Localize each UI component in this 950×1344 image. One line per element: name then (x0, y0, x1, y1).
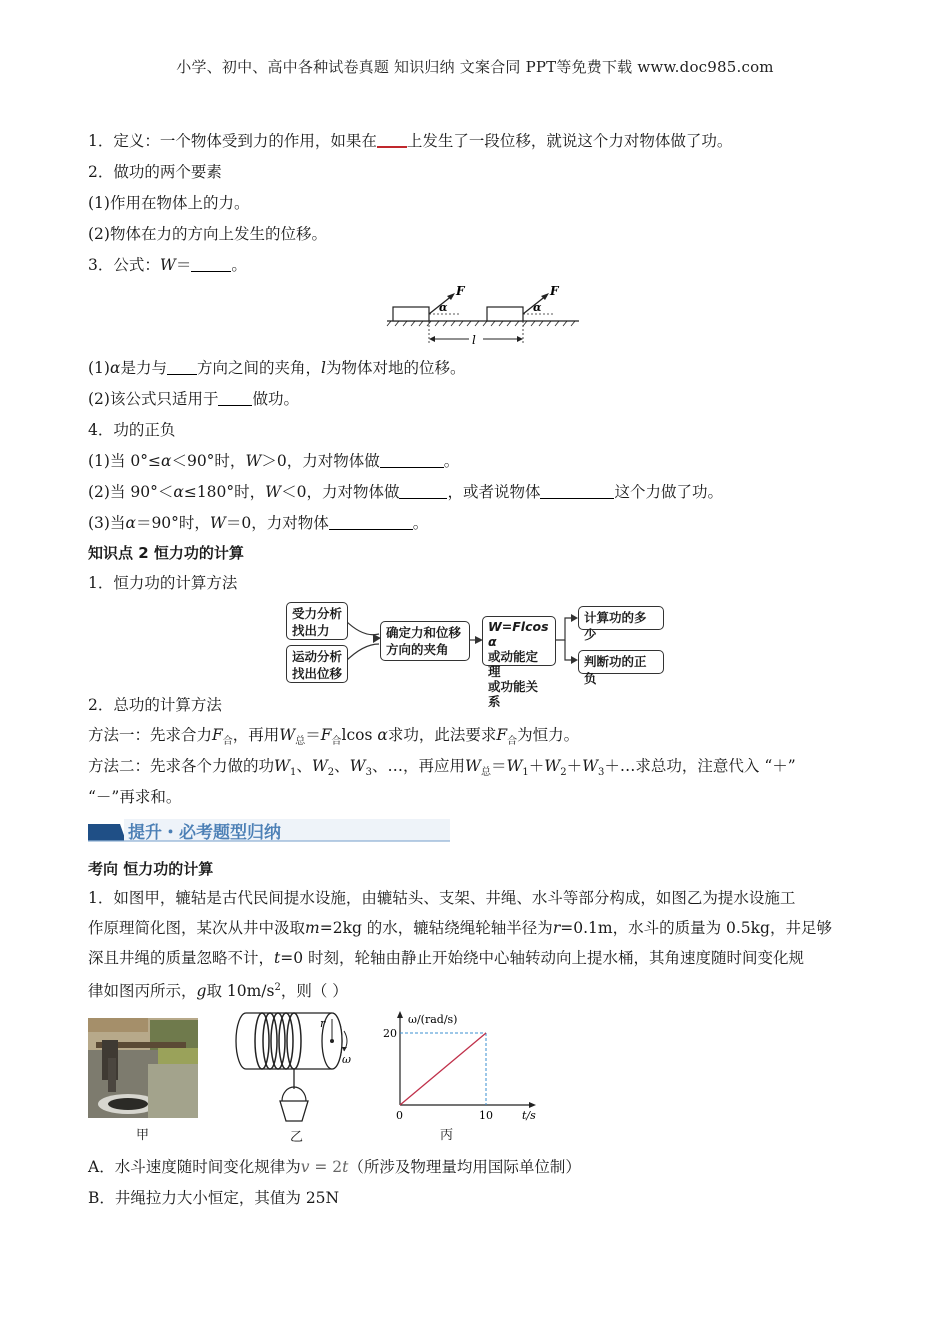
force-displacement-diagram (383, 283, 583, 349)
x-axis-label: t/s (522, 1109, 536, 1122)
constant-force-method-title: 1．恒力功的计算方法 (88, 574, 238, 592)
option-b[interactable]: B．井绳拉力大小恒定，其值为 25N (88, 1189, 340, 1207)
page-header: 小学、初中、高中各种试卷真题 知识归纳 文案合同 PPT等免费下载 www.doc985.com (176, 58, 774, 76)
caption-bing: 丙 (440, 1128, 454, 1143)
angle-label: α (439, 301, 448, 314)
alpha-explanation: (1)α是力与 方向之间的夹角，l为物体对地的位移。 (88, 359, 466, 377)
answer-blank[interactable] (191, 257, 231, 272)
force-label: F (456, 284, 465, 298)
method-two: 方法二：先求各个力做的功$W_1$、$W_2$、$W_3$、…，再应用$W_总=W_1+W_2+W_3+\dots$求总功，注意代入 “＋” (88, 757, 796, 779)
question-1-line-1: 1．如图甲，辘轱是古代民间提水设施，由辘轱头、支架、井绳、水斗等部分构成，如图乙为提水设施工 (88, 889, 796, 907)
method-two-continued: “－”再求和。 (88, 788, 182, 806)
flow-box-angle: 确定力和位移 方向的夹角 (380, 621, 470, 661)
ground-hatch (387, 321, 575, 326)
origin-label: 0 (396, 1109, 403, 1122)
positive-work-line: (1)当 0°≤α＜90°时，W＞0，力对物体做 。 (88, 452, 460, 470)
total-work-method-title: 2．总功的计算方法 (88, 696, 222, 714)
answer-blank[interactable] (540, 484, 614, 499)
flow-box-sign: 判断功的正负 (578, 650, 664, 674)
radius-label: r (320, 1017, 326, 1030)
method-one: 方法一：先求合力$F_合$，再用$W_总=F_合lcos$ α求功，此法要求$F_合$为恒力。 (88, 726, 580, 748)
water-bucket (280, 1101, 308, 1121)
option-a[interactable]: A．水斗速度随时间变化规律为v = 2t（所涉及物理量均用国际单位制） (88, 1158, 581, 1176)
caption-yi: 乙 (290, 1130, 304, 1145)
applicability-line: (2)该公式只适用于 做功。 (88, 390, 299, 408)
displacement-label: l (472, 333, 476, 347)
flow-box-amount: 计算功的多少 (578, 606, 664, 630)
exam-direction-title: 考向 恒力功的计算 (88, 860, 214, 878)
omega-label: ω (342, 1053, 351, 1066)
question-1-line-4: 律如图丙所示，g取 $10m/s^2$，则（ ） (88, 982, 348, 1001)
flow-box-force-analysis: 受力分析 找出力 (286, 602, 348, 640)
answer-blank[interactable] (380, 453, 444, 468)
force-label: F (550, 284, 559, 298)
angle-label: α (533, 301, 542, 314)
y-tick-label: 20 (383, 1027, 397, 1040)
element-displacement: (2)物体在力的方向上发生的位移。 (88, 225, 327, 243)
zero-work-line: (3)当α＝90°时，W＝0，力对物体 。 (88, 514, 429, 532)
block-end (487, 307, 523, 321)
answer-blank[interactable] (329, 515, 413, 530)
sign-of-work-title: 4．功的正负 (88, 421, 176, 439)
answer-blank[interactable] (399, 484, 447, 499)
angular-velocity-chart (372, 1005, 550, 1123)
x-tick-label: 10 (479, 1109, 493, 1122)
banner-title: 提升・必考题型归纳 (128, 823, 281, 843)
knowledge-point-2-title: 知识点 2 恒力功的计算 (88, 544, 244, 562)
flow-box-formula: W=Flcos α 或动能定理 或功能关系 (482, 616, 556, 666)
caption-jia: 甲 (136, 1128, 150, 1143)
formula-line: 3．公式：W＝ 。 (88, 256, 247, 274)
answer-blank[interactable] (218, 391, 252, 406)
two-elements-title: 2．做功的两个要素 (88, 163, 222, 181)
y-axis-label: ω/(rad/s) (408, 1013, 458, 1026)
negative-work-line: (2)当 90°＜α≤180°时，W＜0，力对物体做 ，或者说物体 这个力做了功。 (88, 483, 723, 501)
windlass-photo (88, 1018, 198, 1118)
answer-blank[interactable] (377, 132, 407, 148)
block-start (393, 307, 429, 321)
answer-blank[interactable] (167, 360, 197, 375)
question-1-line-2: 作原理简化图，某次从井中汲取m=2kg 的水，辘轱绕绳轮轴半径为r=0.1m，水斗的质量为 0.5kg，井足够 (88, 919, 832, 937)
series-line (400, 1033, 486, 1105)
flow-box-motion-analysis: 运动分析 找出位移 (286, 645, 348, 683)
element-force: (1)作用在物体上的力。 (88, 194, 250, 212)
question-1-line-3: 深且井绳的质量忽略不计，t=0 时刻，轮轴由静止开始绕中心轴转动向上提水桶，其角速度随时间变化规 (88, 949, 805, 967)
windlass-diagram (232, 1005, 362, 1127)
definition-line: 1．定义：一个物体受到力的作用，如果在 上发生了一段位移，就说这个力对物体做了功。 (88, 132, 733, 150)
